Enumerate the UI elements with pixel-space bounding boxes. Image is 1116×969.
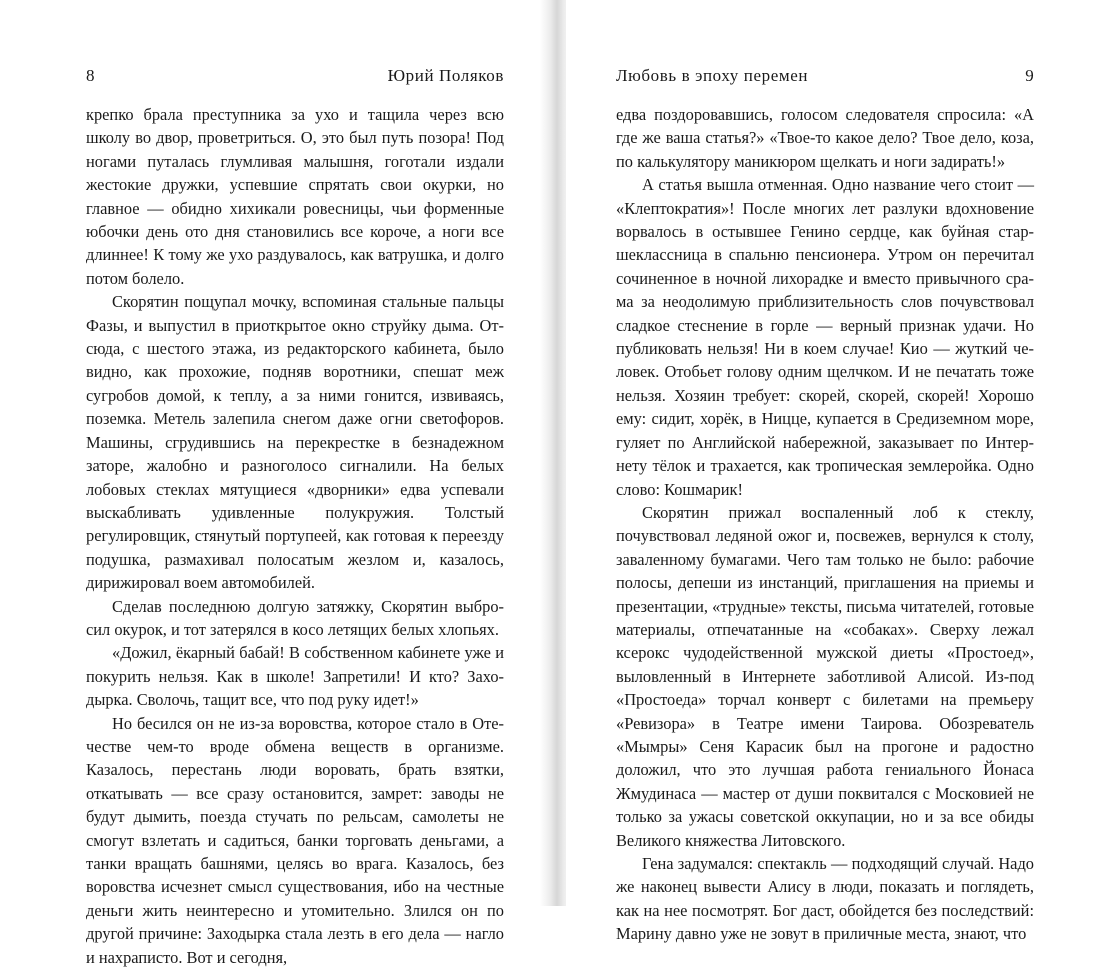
right-running-head: Любовь в эпоху перемен	[616, 66, 809, 85]
paragraph: едва поздоровавшись, голосом следователя спросила: «А где же ваша статья?» «Твое-то какое дело? Твое дело, коза, по калькулятору маникюром щелкать и ноги задирать!»	[616, 105, 1034, 171]
paragraph: Но бесился он не из-за воровства, которое стало в Отечестве чем-то вроде обмена веществ в организме. Казалось, перестань люди воровать, брать взятки, откатывать — все сразу остановится, замрет: заводы не будут дымить, поезда стучать по рельсам, самолеты не смогут взлетать и садиться, банки торговать деньгами, а танки вращать башнями, целясь во врага. Казалось, без воровства исчезнет смысл существования, ибо на честные деньги жить неинтересно и утомительно. Злился он по другой причине: Заходырка стала лезть в его дела — нагло и нахраписто. Вот и сегодня,	[86, 713, 504, 967]
paragraph: А статья вышла отменная. Одно название чего стоит — «Клептократия»! После многих лет разлуки вдохновение ворвалось в остывшее Генино сердце, как буйная старшеклассница в спальню пенсионера. Утром он перечитал сочиненное в ночной лихорадке и вместо привычного срама за неодолимую приблизительность слов почувствовал сладкое стеснение в горле — верный признак удачи. Но публиковать нельзя! Ни в коем случае! Кио — жуткий человек. Отобьет голову одним щелчком. И не печатать тоже нельзя. Хозяин требует: скорей, скорей, скорей! Хорошо ему: сидит, хорёк, в Ницце, купается в Средиземном море, гуляет по Английской набережной, заказывает по Интернету тёлок и трахается, как тропическая землеройка. Одно слово: Кошмарик!	[616, 175, 1034, 499]
right-page-header	[616, 64, 1034, 88]
paragraph: Сделав последнюю долгую затяжку, Скорятин выбросил окурок, и тот затерялся в косо летящих белых хлопьях.	[86, 596, 504, 639]
left-page-number: 8	[86, 66, 95, 85]
paragraph: Скорятин пощупал мочку, вспоминая стальные пальцы Фазы, и выпустил в приоткрытое окно струйку дыма. Отсюда, с шестого этажа, из редакторского кабинета, было видно, как прохожие, подняв воротники, спешат меж сугробов домой, к теплу, а за ними гонится, извиваясь, поземка. Метель залепила снегом даже огни светофоров. Машины, сгрудившись на перекрестке в безнадежном заторе, жалобно и разноголосо сигналили. На белых лобовых стеклах мятущиеся «дворники» едва успевали выскабливать удивленные полукружия. Толстый регулировщик, стянутый портупеей, как готовая к переезду подушка, размахивал полосатым жезлом и, казалось, дирижировал воем автомобилей.	[86, 292, 504, 593]
right-page	[566, 0, 1116, 944]
left-page-header	[86, 64, 504, 88]
paragraph: крепко брала преступника за ухо и тащила через всю школу во двор, проветриться. О, это был путь позора! Под ногами путалась глумливая малышня, гоготали издали жестокие дружки, успевшие спрятать свои окурки, но главное — обидно хихикали ровесницы, чьи форменные юбочки день ото дня становились все короче, а ноги все длиннее! К тому же ухо раздувалось, как ватрушка, и долго потом болело.	[86, 105, 504, 288]
paragraph: Скорятин прижал воспаленный лоб к стеклу, почувствовал ледяной ожог и, посвежев, вернулся к столу, заваленному бумагами. Чего там только не было: рабочие полосы, депеши из инстанций, приглашения на приемы и презентации, «трудные» тексты, письма читателей, готовые материалы, отпечатанные на «собаках». Сверху лежал ксерокс чудодейственной мужской диеты «Простоед», выловленный в Интернете заботливой Алисой. Из-под «Простоеда» торчал конверт с билетами на премьеру «Ревизора» в Театре имени Таирова. Обозреватель «Мымры» Сеня Карасик был на прогоне и радостно доложил, что это лучшая работа гениального Йонаса Жмудинаса — мастер от души поквитался с Московией не только за ужасы советской оккупации, но и за все обиды Великого княжества Литовского.	[616, 502, 1034, 850]
left-page	[0, 0, 548, 967]
paragraph: Гена задумался: спектакль — подходящий случай. Надо же наконец вывести Алису в люди, показать и поглядеть, как на нее посмотрят. Бог даст, обойдется без последствий: Марину давно уже не зовут в приличные места, знают, что	[616, 854, 1034, 944]
left-running-head: Юрий Поляков	[387, 66, 504, 85]
left-page-body	[86, 103, 504, 969]
paragraph: «Дожил, ёкарный бабай! В собственном кабинете уже и покурить нельзя. Как в школе! Запретили! И кто? Заходырка. Сволочь, тащит все, что под руку идет!»	[86, 643, 504, 710]
right-page-number: 9	[1025, 66, 1034, 85]
right-page-body	[616, 103, 1034, 946]
